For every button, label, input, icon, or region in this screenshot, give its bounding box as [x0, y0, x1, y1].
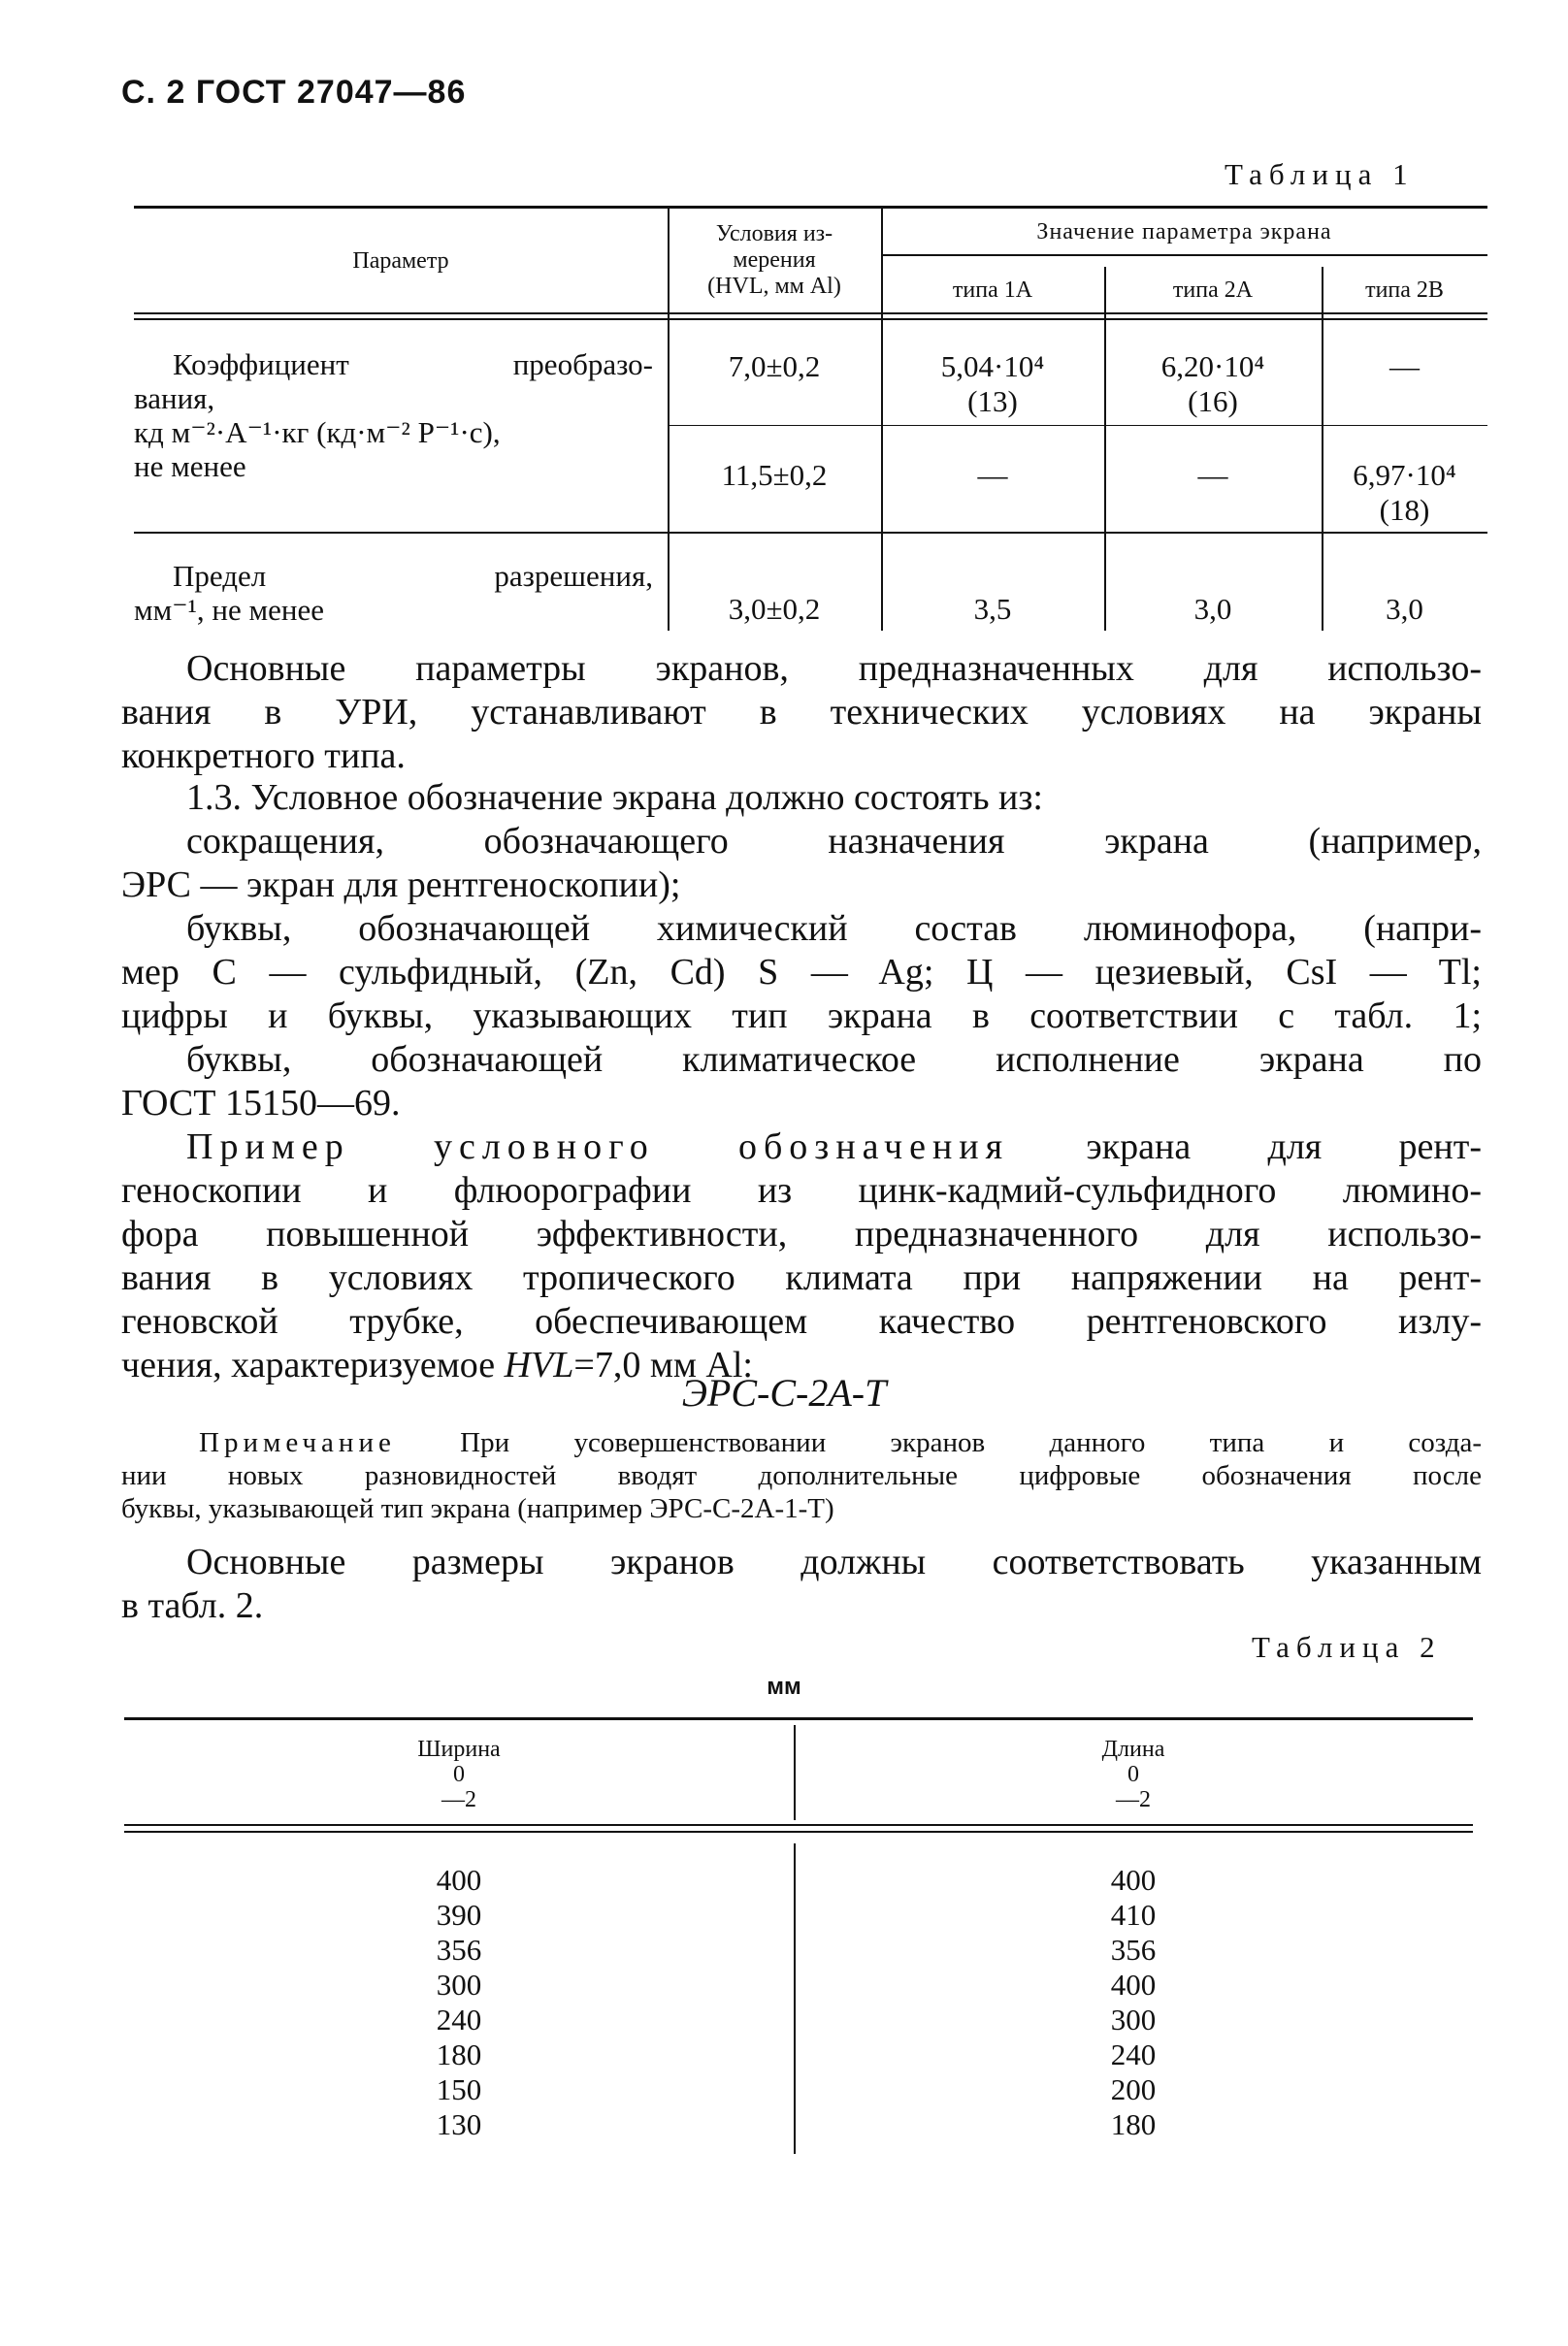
paragraph-abbreviation — [186, 820, 1482, 863]
text-line: цифры и буквы, указывающих тип экрана в соответствии с табл. 1; — [121, 995, 1482, 1036]
length-value: 200 — [1110, 2072, 1157, 2106]
header-type-2b: типа 2В — [1365, 277, 1444, 303]
table1 — [134, 194, 1487, 631]
table-rule — [134, 318, 1487, 320]
row3-type1a: 3,5 — [973, 592, 1012, 626]
standard-code: ГОСТ 27047—86 — [195, 74, 467, 111]
section-1-3 — [186, 776, 1482, 820]
table-vrule — [1104, 267, 1106, 631]
header-label: Ширина — [417, 1737, 501, 1762]
page-header — [121, 74, 466, 112]
tolerance-lower: —2 — [1116, 1787, 1151, 1812]
length-value: 410 — [1110, 1898, 1157, 1932]
paragraph-main-params-cont — [121, 691, 1482, 778]
header-type-2a: типа 2А — [1172, 277, 1254, 303]
parameter-conversion-coefficient — [173, 347, 653, 381]
row2-type2a: — — [1197, 458, 1228, 492]
length-value: 240 — [1110, 2037, 1157, 2071]
hvl-symbol: HVL — [504, 1345, 574, 1385]
value-ref: (18) — [1379, 493, 1430, 527]
length-value: 400 — [1110, 1968, 1157, 2002]
length-value: 300 — [1110, 2003, 1157, 2036]
value: 6,97·10⁴ — [1353, 458, 1456, 492]
param-word: Коэффициент — [173, 347, 349, 381]
row1-type2a — [1104, 349, 1322, 419]
paragraph-sizes-cont — [121, 1584, 1482, 1628]
value: 5,04·10⁴ — [940, 349, 1045, 383]
text-line: конкретного типа. — [121, 735, 406, 776]
text-line: геноскопии и флюорографии из цинк-кадмий-сульфидного люмино- — [121, 1170, 1482, 1211]
table2 — [124, 1688, 1473, 2154]
header-conditions — [668, 221, 881, 300]
row2-type2b — [1322, 458, 1487, 528]
table-vrule — [1322, 267, 1323, 631]
header-type-1a: типа 1А — [952, 277, 1033, 303]
parameter-conversion-coefficient-cont — [134, 381, 653, 483]
value: 6,20·10⁴ — [1160, 349, 1265, 383]
page-number: С. 2 — [121, 74, 186, 111]
width-value: 400 — [436, 1863, 482, 1897]
designation-example-code: ЭРС-С-2А-Т — [681, 1371, 887, 1415]
paragraph-letter-cont — [121, 951, 1482, 1038]
tolerance-lower: —2 — [441, 1787, 476, 1812]
text-line: нии новых разновидностей вводят дополнительные цифровые обозначения после — [121, 1460, 1482, 1491]
header-conditions-line: (HVL, мм Al) — [707, 274, 841, 299]
paragraph-abbreviation-cont — [121, 863, 1482, 907]
text-line: Основные размеры экранов должны соответствовать указанным — [186, 1542, 1482, 1582]
text-line: геновской трубке, обеспечивающем качество рентгеновского излу- — [121, 1301, 1482, 1342]
width-value: 356 — [436, 1933, 482, 1967]
text-line: ГОСТ 15150—69. — [121, 1083, 401, 1124]
value-ref: (16) — [1188, 384, 1238, 418]
tolerance-upper: 0 — [453, 1762, 465, 1787]
width-column — [124, 1863, 794, 2142]
table-rule — [134, 206, 1487, 209]
table-rule — [124, 1717, 1473, 1720]
length-value: 356 — [1110, 1933, 1157, 1967]
width-value: 240 — [436, 2003, 482, 2036]
param-line — [173, 559, 653, 593]
table-rule — [134, 312, 1487, 314]
length-value: 180 — [1110, 2107, 1157, 2141]
param-line — [173, 347, 653, 381]
row1-type2b: — — [1389, 349, 1420, 383]
paragraph-sizes — [186, 1541, 1482, 1584]
table1-caption: Таблица 1 — [1225, 157, 1415, 191]
row2-condition: 11,5±0,2 — [721, 458, 828, 492]
text-line: ЭРС — экран для рентгеноскопии); — [121, 864, 681, 905]
param-word: разрешения, — [494, 559, 653, 593]
length-column — [794, 1863, 1473, 2142]
parameter-resolution-limit-cont — [134, 593, 653, 627]
length-value: 400 — [1110, 1863, 1157, 1897]
text-line: Основные параметры экранов, предназначенных для использо- — [186, 648, 1482, 689]
table-rule — [881, 254, 1487, 256]
text-line — [186, 1125, 1482, 1169]
row1-type1a — [881, 349, 1104, 419]
row3-condition: 3,0±0,2 — [728, 592, 821, 626]
table2-unit: мм — [767, 1674, 801, 1700]
param-line: мм⁻¹, не менее — [134, 593, 324, 627]
header-parameter: Параметр — [352, 248, 449, 274]
text-line: вания в УРИ, устанавливают в технических условиях на экраны — [121, 692, 1482, 733]
note-lead: Примечание — [199, 1427, 396, 1458]
example-lead: Пример условного обозначения — [186, 1126, 1010, 1167]
text-line: в табл. 2. — [121, 1585, 264, 1626]
table-rule — [124, 1824, 1473, 1826]
text-fragment: При усовершенствовании экранов данного типа и созда- — [460, 1427, 1482, 1458]
header-value-group: Значение параметра экрана — [1036, 219, 1332, 244]
tolerance-upper: 0 — [1127, 1762, 1139, 1787]
width-value: 300 — [436, 1968, 482, 2002]
table-rule — [134, 532, 1487, 534]
header-conditions-line: Условия из- — [715, 221, 833, 246]
param-word: Предел — [173, 559, 267, 593]
header-length — [794, 1737, 1473, 1812]
table-rule — [124, 1831, 1473, 1833]
paragraph-climate-cont — [121, 1082, 1482, 1125]
width-value: 180 — [436, 2037, 482, 2071]
paragraph-example — [186, 1125, 1482, 1169]
value-ref: (13) — [967, 384, 1018, 418]
text-line: буквы, обозначающей климатическое исполнение экрана по — [186, 1039, 1482, 1080]
paragraph-letter — [186, 907, 1482, 951]
text-fragment: экрана для рент- — [1086, 1126, 1482, 1167]
header-conditions-line: мерения — [733, 247, 816, 273]
paragraph-climate — [186, 1038, 1482, 1082]
text-line: буквы, указывающей тип экрана (например ЭРС-С-2А-1-Т) — [121, 1493, 834, 1524]
text-line: вания в условиях тропического климата при напряжении на рент- — [121, 1257, 1482, 1298]
paragraph-main-params — [186, 647, 1482, 691]
param-line: не менее — [134, 449, 246, 483]
header-width — [124, 1737, 794, 1812]
text-line: буквы, обозначающей химический состав люминофора, (напри- — [186, 908, 1482, 949]
header-label: Длина — [1101, 1737, 1165, 1762]
paragraph-example-cont — [121, 1169, 1482, 1387]
parameter-resolution-limit — [173, 559, 653, 593]
text-line: мер С — сульфидный, (Zn, Cd) S — Ag; Ц — цезиевый, CsI — Tl; — [121, 952, 1482, 993]
text-line — [199, 1426, 1482, 1459]
text-line: 1.3. Условное обозначение экрана должно состоять из: — [186, 777, 1043, 818]
note — [199, 1426, 1482, 1459]
param-line: кд м⁻²·А⁻¹·кг (кд·м⁻² Р⁻¹·с), — [134, 415, 501, 449]
row2-type1a: — — [977, 458, 1008, 492]
width-value: 130 — [436, 2107, 482, 2141]
text-line: фора повышенной эффективности, предназначенного для использо- — [121, 1214, 1482, 1254]
row3-type2a: 3,0 — [1193, 592, 1232, 626]
text-line: сокращения, обозначающего назначения экрана (например, — [186, 821, 1482, 862]
row3-type2b: 3,0 — [1386, 592, 1423, 626]
text-fragment: чения, характеризуемое — [121, 1345, 496, 1385]
note-cont — [121, 1459, 1482, 1525]
table-rule — [668, 425, 1487, 426]
width-value: 390 — [436, 1898, 482, 1932]
width-value: 150 — [436, 2072, 482, 2106]
text-fragment: =7,0 мм Al: — [573, 1345, 753, 1385]
param-word: преобразо- — [512, 347, 653, 381]
table2-caption: Таблица 2 — [1252, 1630, 1442, 1664]
row1-condition: 7,0±0,2 — [728, 349, 821, 383]
param-line: вания, — [134, 381, 215, 415]
